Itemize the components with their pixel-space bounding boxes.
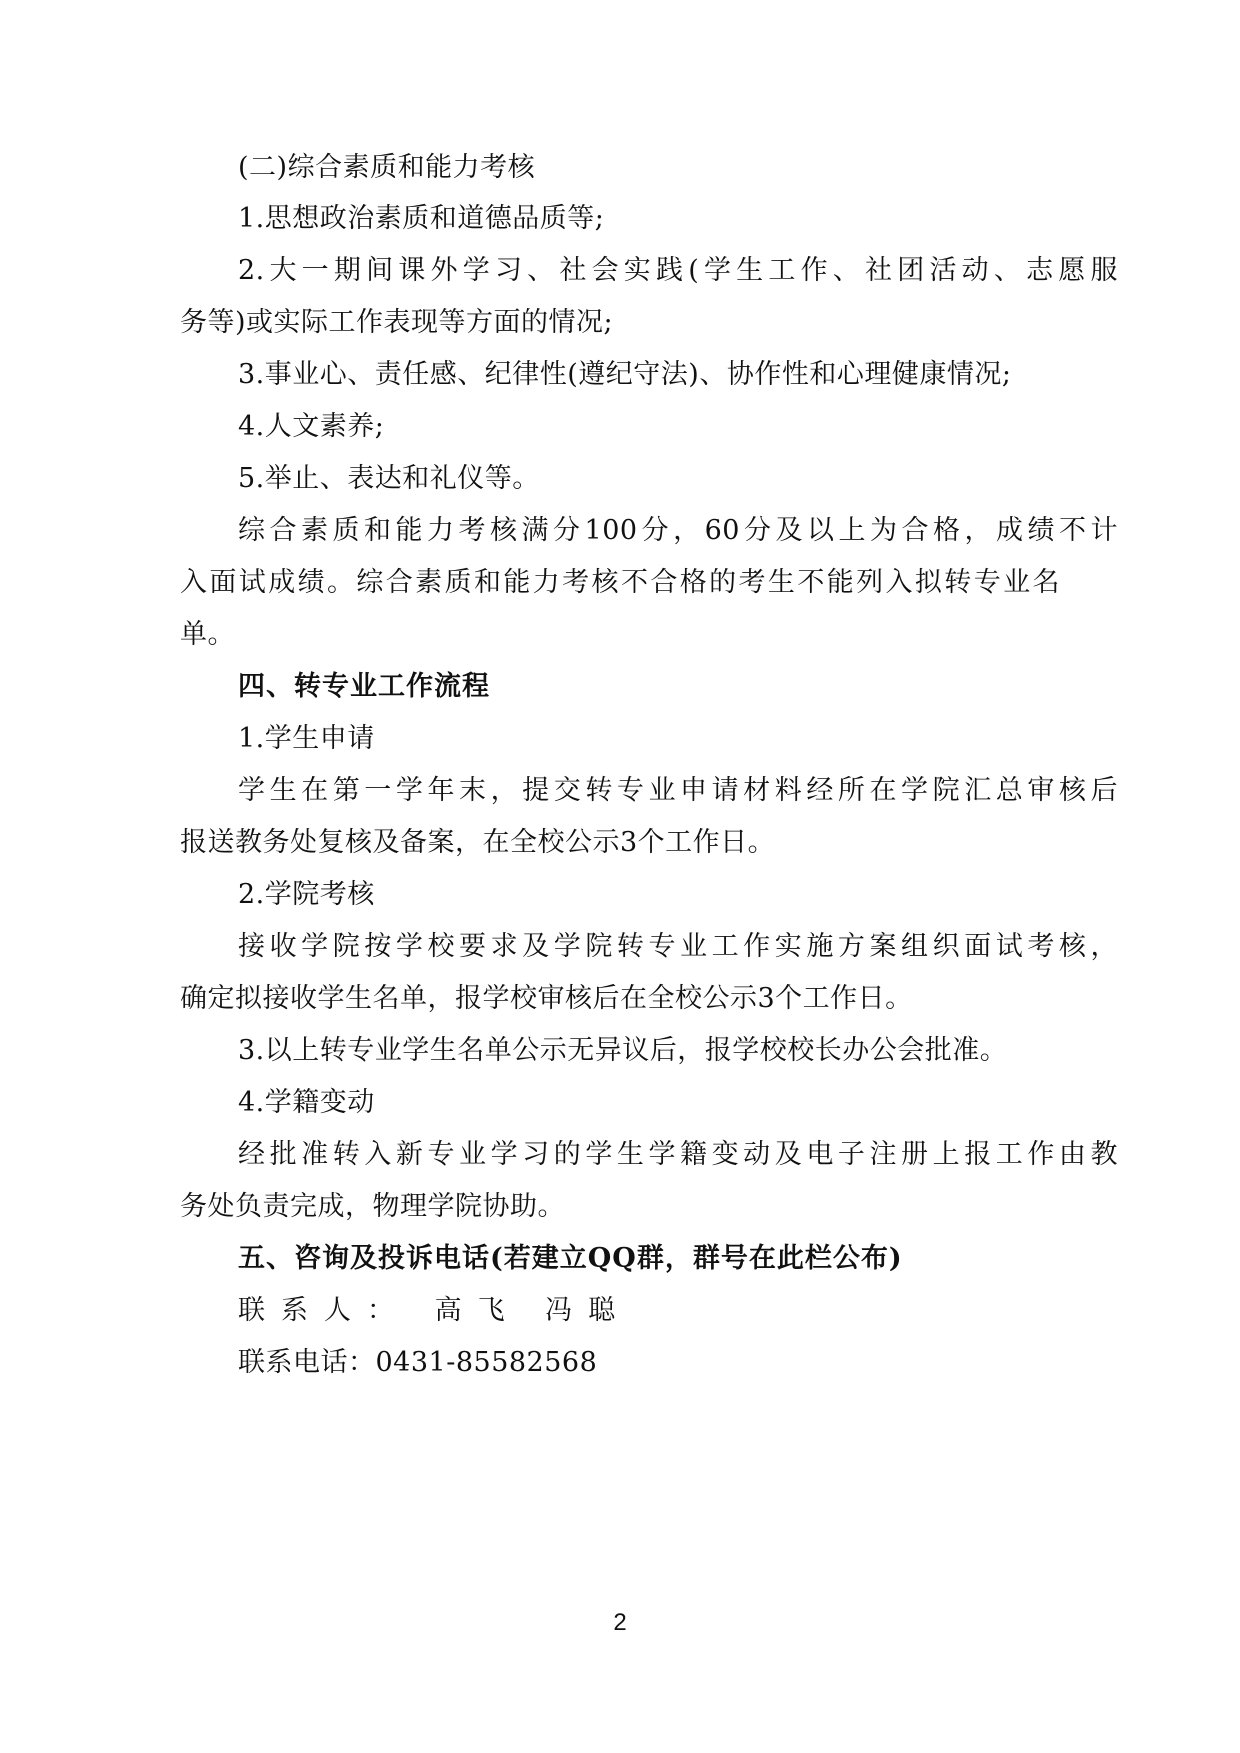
paragraph-application-line-2: 报送教务处复核及备案，在全校公示3个工作日。 (180, 827, 776, 858)
list-item-manners: 5.举止、表达和礼仪等。 (238, 463, 540, 494)
subsection-title-comprehensive-quality: (二)综合素质和能力考核 (238, 152, 536, 183)
page-number: 2 (613, 1609, 627, 1636)
step-title-college-assessment: 2.学院考核 (238, 879, 375, 910)
list-item-career-responsibility: 3.事业心、责任感、纪律性(遵纪守法)、协作性和心理健康情况; (238, 359, 1012, 390)
step-title-student-application: 1.学生申请 (238, 723, 375, 754)
list-item-extracurricular-line-2: 务等)或实际工作表现等方面的情况; (180, 307, 614, 338)
list-item-political-quality: 1.思想政治素质和道德品质等; (238, 203, 605, 234)
paragraph-registration-line-2: 务处负责完成，物理学院协助。 (180, 1191, 565, 1222)
paragraph-scoring-line-2: 入面试成绩。综合素质和能力考核不合格的考生不能列入拟转专业名 (180, 567, 1060, 598)
paragraph-scoring-line-3: 单。 (180, 619, 235, 650)
step-approval: 3.以上转专业学生名单公示无异议后，报学校校长办公会批准。 (238, 1035, 1008, 1066)
step-title-registration-change: 4.学籍变动 (238, 1087, 375, 1118)
list-item-humanities: 4.人文素养; (238, 411, 385, 442)
section-heading-transfer-process: 四、转专业工作流程 (238, 671, 490, 702)
section-heading-contact: 五、咨询及投诉电话(若建立QQ群，群号在此栏公布) (238, 1243, 903, 1274)
list-item-extracurricular-line-1: 2.大一期间课外学习、社会实践(学生工作、社团活动、志愿服 (238, 255, 1118, 286)
paragraph-application-line-1: 学生在第一学年末，提交转专业申请材料经所在学院汇总审核后 (238, 775, 1118, 806)
paragraph-assessment-line-1: 接收学院按学校要求及学院转专业工作实施方案组织面试考核， (238, 931, 1118, 962)
paragraph-assessment-line-2: 确定拟接收学生名单，报学校审核后在全校公示3个工作日。 (180, 983, 913, 1014)
contact-phone: 联系电话：0431-85582568 (238, 1347, 598, 1378)
paragraph-scoring-line-1: 综合素质和能力考核满分100分，60分及以上为合格，成绩不计 (238, 515, 1118, 546)
contact-person: 联系人： 高飞 冯聪 (238, 1295, 632, 1326)
paragraph-registration-line-1: 经批准转入新专业学习的学生学籍变动及电子注册上报工作由教 (238, 1139, 1118, 1170)
